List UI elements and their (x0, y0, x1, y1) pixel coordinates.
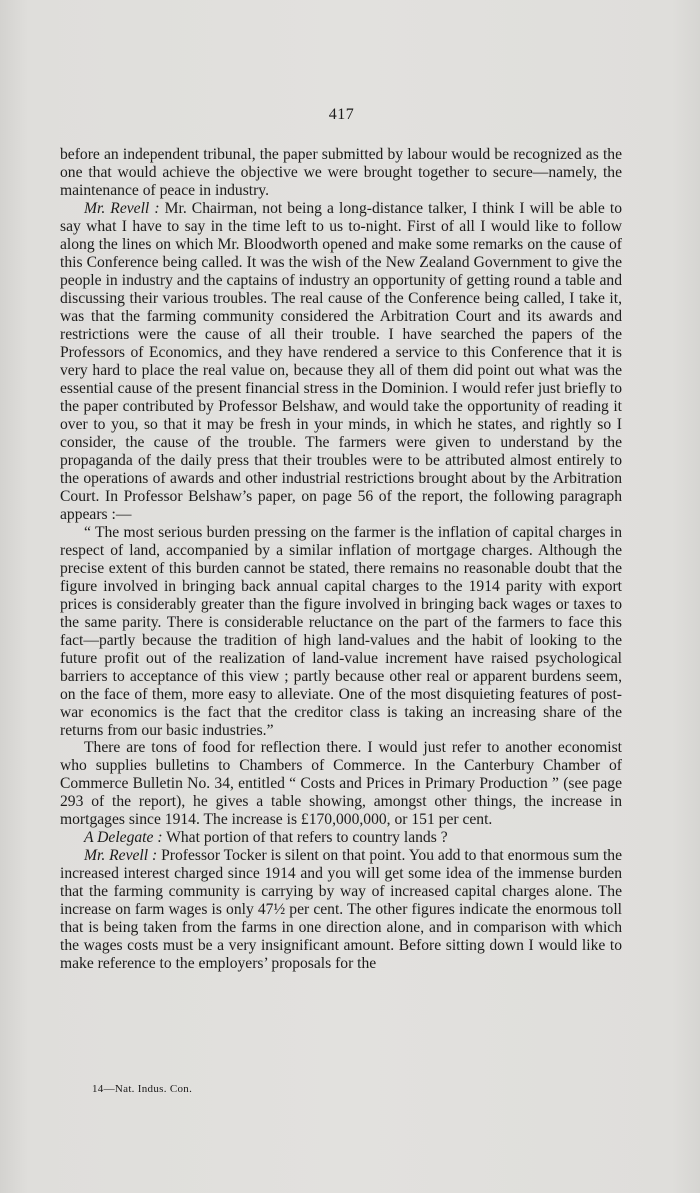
paragraph-continuation (60, 146, 622, 200)
body-text (60, 146, 622, 973)
paragraph-speech (60, 847, 622, 973)
speaker-name: Mr. Revell : (84, 847, 158, 865)
paragraph-quotation (60, 524, 622, 740)
page-number: 417 (328, 106, 355, 123)
paragraph-speech (60, 200, 622, 524)
paragraph-text: Mr. Chairman, not being a long-distance talker, I think I will be able to say what I have to say in the time left to us to-night. First of all I would like to follow along the lines on which Mr. Bloodworth opened and make some remarks on the cause of this Conference being called. It was the wish of the New Zealand Government to give the people in industry and the captains of industry an opportunity of getting round a table and discussing their various troubles. The real cause of the Conference being called, I take it, was that the farming community considered the Arbitration Court and its awards and restrictions were the cause of all their trouble. I have searched the papers of the Professors of Economics, and they have rendered a service to this Conference that it is very hard to place the real value on, because they all of them did point out what was the essential cause of the present financial stress in the Dominion. I would refer just briefly to the paper contributed by Professor Belshaw, and would take the opportunity of reading it over to you, so that it may be fresh in your minds, in which he states, and rightly so I consider, the cause of the trouble. The farmers were given to understand by the propaganda of the daily press that their troubles were to be attributed almost entirely to the operations of awards and other industrial restrictions brought about by the Arbitration Court. In Professor Belshaw’s paper, on page 56 of the report, the following paragraph appears :— (60, 199, 622, 523)
paragraph-text: What portion of that refers to country lands ? (162, 829, 448, 847)
paragraph-speech (60, 739, 622, 829)
paragraph-speech (60, 829, 622, 847)
paragraph-text: There are tons of food for reflection there. I would just refer to another economist who supplies bulletins to Chambers of Commerce. In the Canterbury Chamber of Commerce Bulletin No. 34, entitled “ Costs and Prices in Primary Production ” (see page 293 of the report), he gives a table showing, amongst other things, the increase in mortgages since 1914. The increase is £170,000,000, or 151 per cent. (60, 739, 622, 829)
paragraph-text: before an independent tribunal, the paper submitted by labour would be recognized as the one that would achieve the objective we were brought together to secure—namely, the maintenance of peace in industry. (60, 146, 622, 199)
signature-mark: 14—Nat. Indus. Con. (92, 1083, 193, 1095)
speaker-name: A Delegate : (84, 829, 163, 847)
paragraph-text: Professor Tocker is silent on that point. You add to that enormous sum the increased interest charged since 1914 and you will get some idea of the immense burden that the farming community is carrying by way of increased capital charges alone. The increase on farm wages is only 47½ per cent. The other figures indicate the enormous toll that is being taken from the farms in one direction alone, and in comparison with which the wages costs must be a very insignificant amount. Before sitting down I would like to make reference to the employers’ proposals for the (60, 847, 623, 973)
paragraph-text: “ The most serious burden pressing on the farmer is the inflation of capital charges in respect of land, accompanied by a similar inflation of mortgage charges. Although the precise extent of this burden cannot be stated, there remains no reasonable doubt that the figure involved in bringing back annual capital charges to the 1914 parity with export prices is considerably greater than the figure involved in bringing back wages or taxes to the same parity. There is considerable reluctance on the part of the farmers to face this fact—partly because the tradition of high land-values and the habit of looking to the future profit out of the realization of land-value increment have raised psychological barriers to acceptance of this view ; partly because other real or apparent burdens seem, on the face of them, more easy to alleviate. One of the most disquieting features of post-war economics is the fact that the creditor class is taking an increasing share of the returns from our basic industries.” (60, 523, 622, 739)
speaker-name: Mr. Revell : (84, 199, 160, 217)
